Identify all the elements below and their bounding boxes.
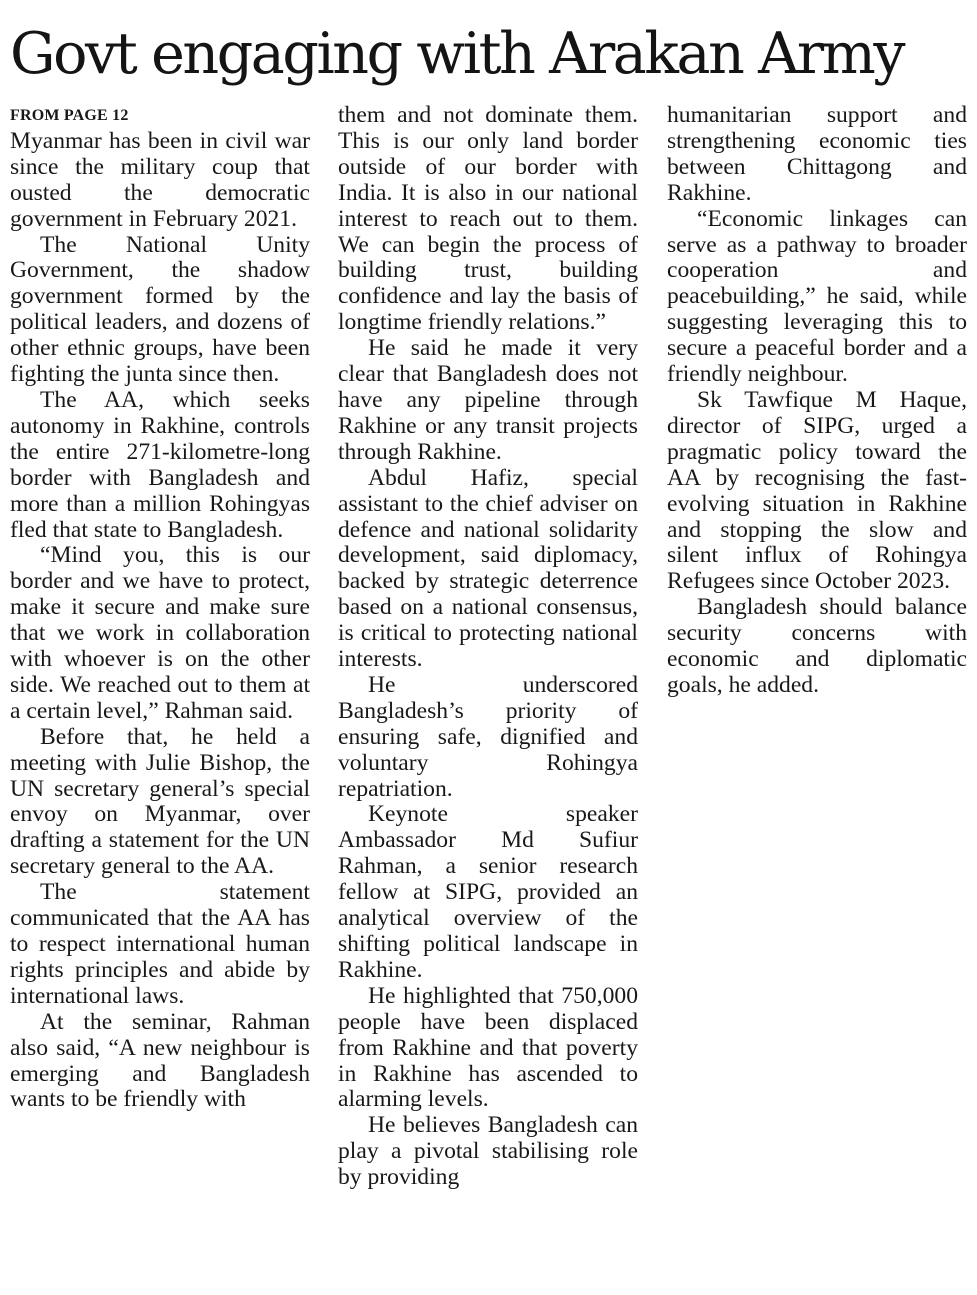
paragraph: them and not dominate them. This is our only land border outside of our border with India. It is also in our national interest to reach out to them. We can begin the process of building trust, building confidence and lay the basis of longtime friendly relations.” bbox=[338, 102, 638, 336]
paragraph: He underscored Bangladesh’s priority of ensuring safe, dignified and voluntary Rohingya repatriation. bbox=[338, 671, 638, 802]
paragraph: The National Unity Government, the shadow government formed by the political leaders, and dozens of other ethnic groups, have been fighting the junta since then. bbox=[10, 231, 310, 388]
paragraph: Sk Tawfique M Haque, director of SIPG, urged a pragmatic policy toward the AA by recognising the fast-evolving situation in Rakhine and stopping the slow and silent influx of Rohingya Refugees since October 2023. bbox=[667, 386, 967, 595]
paragraph: The AA, which seeks autonomy in Rakhine, controls the entire 271-kilometre-long border with Bangladesh and more than a million Rohingyas fled that state to Bangladesh. bbox=[10, 386, 310, 543]
paragraph: Before that, he held a meeting with Julie Bishop, the UN secretary general’s special envoy on Myanmar, over drafting a statement for the UN secretary general to the AA. bbox=[10, 723, 310, 880]
paragraph: Keynote speaker Ambassador Md Sufiur Rahman, a senior research fellow at SIPG, provided an analytical overview of the shifting political landscape in Rakhine. bbox=[338, 801, 638, 983]
paragraph: “Economic linkages can serve as a pathway to broader cooperation and peacebuilding,” he said, while suggesting leveraging this to secure a peaceful border and a friendly neighbour. bbox=[667, 205, 967, 388]
paragraph: He highlighted that 750,000 people have been displaced from Rakhine and that poverty in Rakhine has ascended to alarming levels. bbox=[338, 982, 638, 1113]
paragraph: Bangladesh should balance security concerns with economic and diplomatic goals, he added. bbox=[667, 594, 967, 698]
headline: Govt engaging with Arakan Army bbox=[10, 21, 904, 87]
paragraph: He said he made it very clear that Bangladesh does not have any pipeline through Rakhine or any transit projects through Rakhine. bbox=[338, 335, 638, 465]
paragraph: He believes Bangladesh can play a pivotal stabilising role by providing bbox=[338, 1112, 638, 1191]
paragraph: “Mind you, this is our border and we have to protect, make it secure and make sure that we work in collaboration with whoever is on the other side. We reached out to them at a certain level,” Rahman said. bbox=[10, 542, 310, 724]
article-column-1 bbox=[10, 103, 310, 1113]
article-column-3 bbox=[667, 103, 967, 699]
paragraph: The statement communicated that the AA has to respect international human rights principles and abide by international laws. bbox=[10, 879, 310, 1009]
paragraph: Abdul Hafiz, special assistant to the chief adviser on defence and national solidarity development, said diplomacy, backed by strategic deterrence based on a national consensus, is critical to protecting national interests. bbox=[338, 464, 638, 673]
jump-label: FROM PAGE 12 bbox=[10, 107, 129, 124]
article-column-2 bbox=[338, 103, 638, 1191]
paragraph: At the seminar, Rahman also said, “A new neighbour is emerging and Bangladesh wants to be friendly with bbox=[10, 1008, 310, 1113]
paragraph: Myanmar has been in civil war since the military coup that ousted the democratic government in February 2021. bbox=[10, 127, 310, 232]
paragraph: humanitarian support and strengthening economic ties between Chittagong and Rakhine. bbox=[667, 102, 967, 206]
